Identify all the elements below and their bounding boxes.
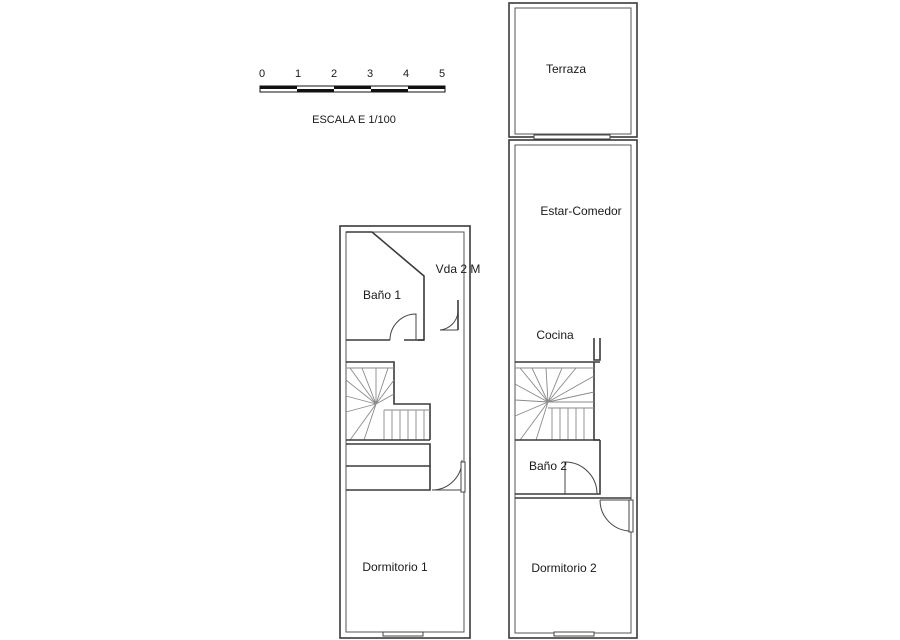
room-label-terraza: Terraza [545, 62, 587, 76]
front-window [554, 632, 594, 636]
stair-winder [515, 368, 594, 440]
scale-bar-segment [371, 89, 408, 92]
left-staircase [346, 362, 430, 440]
scale-tick-3: 3 [366, 68, 374, 80]
scale-tick-5: 5 [438, 68, 446, 80]
landing-walls [346, 466, 430, 490]
scale-caption: ESCALA E 1/100 [312, 114, 396, 126]
dormitorio-1-door [432, 460, 462, 490]
front-window [383, 632, 423, 636]
bano-1-walls [346, 232, 424, 340]
bano-2-door [565, 462, 597, 494]
scale-tick-4: 4 [402, 68, 410, 80]
room-label-dormitorio-1: Dormitorio 1 [362, 560, 428, 574]
scale-bar-segment [260, 86, 297, 89]
room-label-vda: Vda 2 M [435, 262, 481, 276]
landing-walls [346, 444, 430, 466]
vda-door [440, 312, 458, 330]
room-label-bano-1: Baño 1 [362, 288, 402, 302]
stair-winder [346, 368, 394, 440]
scale-bar [259, 68, 445, 126]
scale-bar-segment [408, 86, 445, 89]
room-label-dormitorio-2: Dormitorio 2 [531, 561, 597, 575]
right-plan [509, 3, 637, 638]
right-staircase [515, 362, 600, 440]
scale-tick-2: 2 [330, 68, 338, 80]
side-window [629, 500, 633, 532]
room-label-cocina: Cocina [536, 328, 574, 342]
room-label-estar-comedor: Estar-Comedor [540, 204, 622, 218]
terrace-window [534, 135, 610, 139]
scale-bar-segment [334, 86, 371, 89]
scale-tick-0: 0 [258, 68, 266, 80]
left-plan [340, 226, 480, 638]
right-inner-wall [515, 145, 631, 633]
left-outer-wall [340, 226, 470, 638]
bano-1-door [390, 314, 416, 340]
scale-tick-1: 1 [294, 68, 302, 80]
side-window [461, 462, 465, 492]
kitchen-partition [594, 338, 600, 360]
stair-wall [594, 362, 600, 440]
dormitorio-2-door [600, 500, 631, 531]
room-label-bano-2: Baño 2 [528, 459, 568, 473]
scale-bar-segment [297, 89, 334, 92]
